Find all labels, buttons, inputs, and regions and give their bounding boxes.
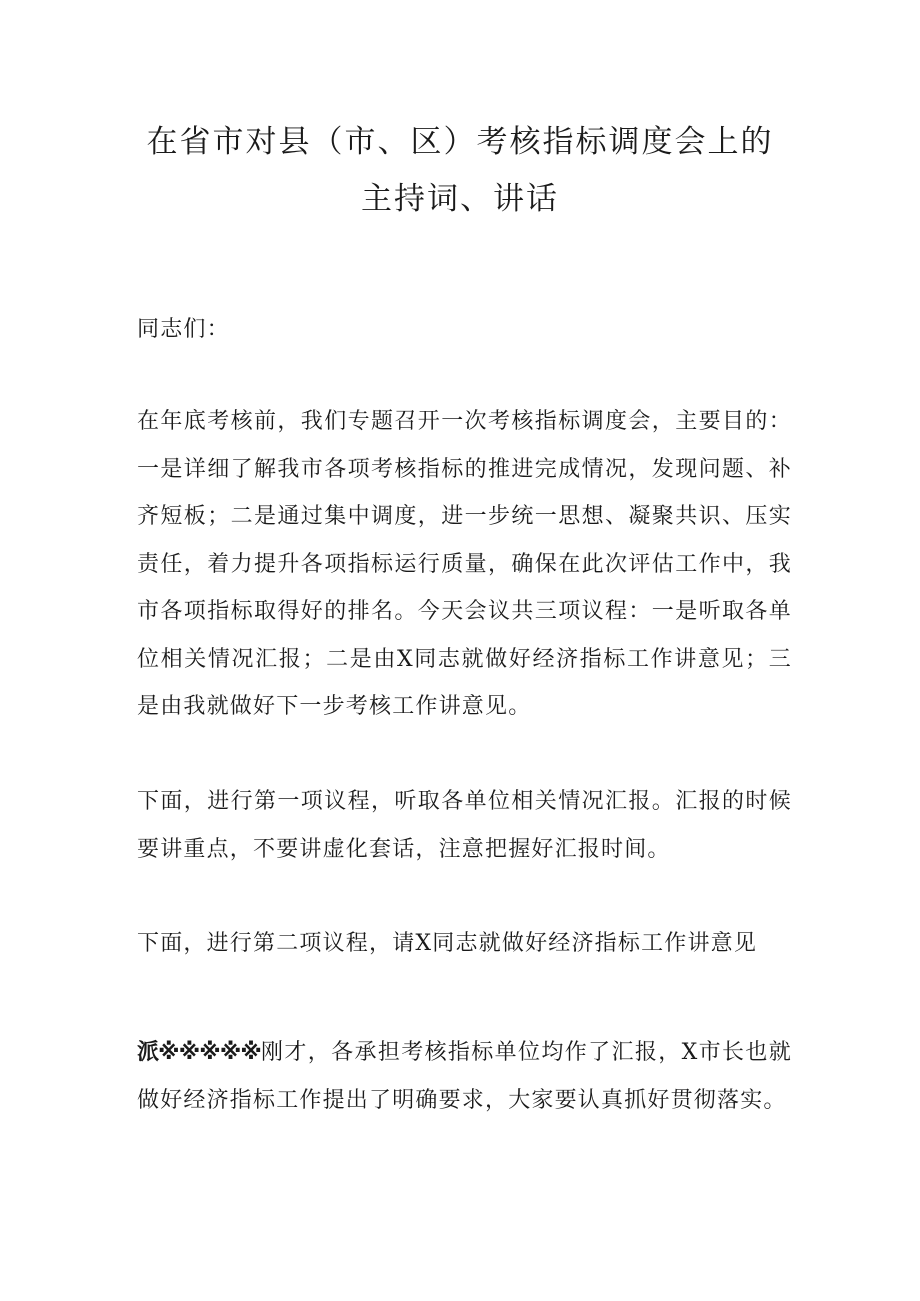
paragraph-agenda-two: 下面，进行第二项议程，请X同志就做好经济指标工作讲意见 [137,931,758,956]
paragraph-agenda-one: 下面，进行第一项议程，听取各单位相关情况汇报。汇报的时候要讲重点，不要讲虚化套话，注意把握好汇报时间。 [137,789,792,862]
paragraph-opening: 在年底考核前，我们专题召开一次考核指标调度会，主要目的：一是详细了解我市各项考核指标的推进完成情况，发现问题、补齐短板；二是通过集中调度，进一步统一思想、凝聚共识、压实责任，着力提升各项指标运行质量，确保在此次评估工作中，我市各项指标取得好的排名。今天会议共三项议程：一是听取各单位相关情况汇报；二是由X同志就做好经济指标工作讲意见；三是由我就做好下一步考核工作讲意见。 [137,409,792,719]
document-title-line-1: 在省市对县（市、区）考核指标调度会上的 [146,124,774,160]
document-title-line-2: 主持词、讲话 [361,181,559,217]
garbled-prefix: 派※※※※※ [137,1040,261,1065]
paragraph-summary [137,1029,792,1124]
paragraph-summary-text: 刚才，各承担考核指标单位均作了汇报，X市长也就做好经济指标工作提出了明确要求，大家要认真抓好贯彻落实。 [137,1040,792,1113]
salutation: 同志们： [137,317,230,342]
